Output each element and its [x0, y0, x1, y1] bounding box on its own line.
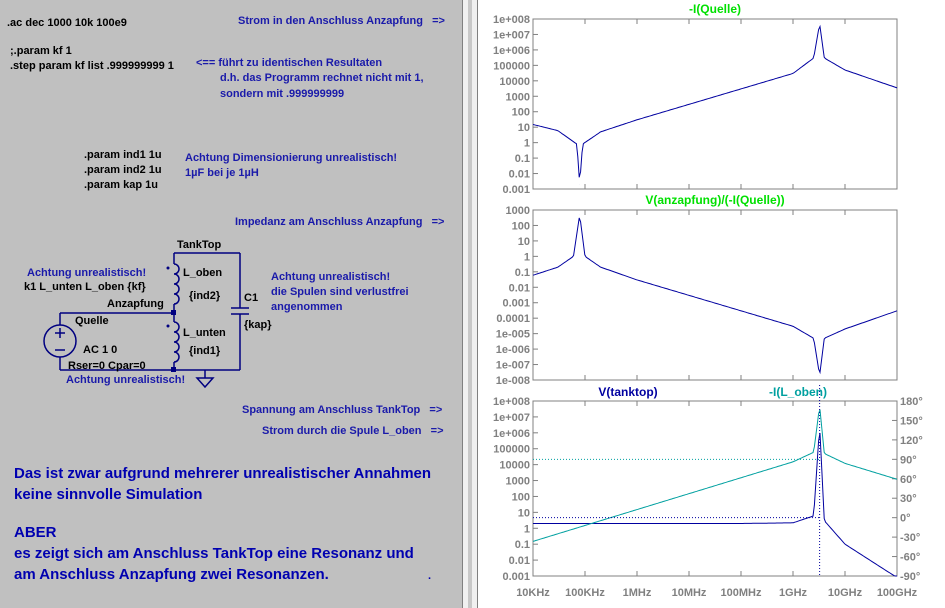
inductor-l-unten-name[interactable]: L_unten	[183, 327, 226, 339]
phase-tick-label: 0°	[900, 512, 911, 525]
y-tick-label-3: 10000	[499, 459, 530, 472]
waveform-plot[interactable]	[478, 0, 945, 608]
comment-identisch-3: sondern mit .999999999	[220, 88, 345, 100]
inductor-l-oben-name[interactable]: L_oben	[183, 267, 223, 279]
phase-tick-label: 60°	[900, 473, 917, 486]
summary-line-4: es zeigt sich am Anschluss TankTop eine Resonanz und	[14, 545, 414, 562]
trace-2-1	[533, 218, 897, 372]
pane-title-2: V(anzapfung)/(-I(Quelle))	[645, 193, 785, 207]
phase-tick-label: 90°	[900, 454, 917, 467]
trace-3-2	[533, 410, 897, 542]
step-directive[interactable]: .step param kf list .999999999 1	[10, 60, 174, 72]
summary-line-2: keine sinnvolle Simulation	[14, 486, 203, 503]
y-tick-label-2: 1	[523, 251, 530, 264]
capacitor-value[interactable]: {kap}	[244, 319, 272, 331]
comment-spulen-1: Achtung unrealistisch!	[271, 271, 391, 283]
x-tick-label: 1GHz	[778, 587, 808, 599]
comment-dimension-2: 1µF bei je 1µH	[185, 167, 259, 179]
y-tick-label-1: 1	[523, 137, 530, 150]
x-tick-label: 10GHz	[827, 587, 863, 599]
y-tick-label-2: 10	[517, 235, 530, 248]
phase-tick-label: 150°	[900, 415, 923, 428]
y-tick-label-1: 0.01	[508, 168, 530, 181]
comment-spannung-tanktop: Spannung am Anschluss TankTop =>	[242, 404, 443, 416]
source-ac-value[interactable]: AC 1 0	[83, 344, 118, 356]
y-tick-label-1: 100	[511, 106, 530, 119]
comment-spulen-2: die Spulen sind verlustfrei	[271, 286, 409, 298]
net-label-anzapfung[interactable]: Anzapfung	[107, 298, 164, 310]
circuit-wiring	[0, 0, 462, 608]
x-tick-label: 100KHz	[565, 587, 605, 599]
plot-frame-1	[533, 19, 897, 189]
y-tick-label-2: 1e-005	[495, 328, 530, 341]
x-tick-label: 10MHz	[671, 587, 707, 599]
phase-tick-label: 30°	[900, 493, 917, 506]
y-tick-label-3: 1000	[505, 475, 530, 488]
y-tick-label-2: 1e-006	[495, 344, 530, 357]
y-tick-label-3: 1e+008	[492, 396, 530, 408]
summary-line-5: am Anschluss Anzapfung zwei Resonanzen.	[14, 566, 329, 583]
param-kf-directive[interactable]: ;.param kf 1	[10, 45, 72, 57]
y-tick-label-2: 1e-008	[495, 375, 530, 387]
phase-tick-label: -30°	[900, 532, 921, 545]
trace-3-1	[533, 433, 897, 576]
inductor-l-unten-value[interactable]: {ind1}	[189, 345, 221, 357]
ac-directive[interactable]: .ac dec 1000 10k 100e9	[7, 17, 127, 29]
y-tick-label-3: 100	[511, 491, 530, 504]
comment-spulen-3: angenommen	[271, 301, 343, 313]
pane-title-1: -I(Quelle)	[688, 2, 742, 16]
net-label-tanktop[interactable]: TankTop	[177, 239, 222, 251]
x-tick-label: 10KHz	[516, 587, 550, 599]
phase-tick-label: 180°	[900, 396, 923, 408]
comment-strom-spule: Strom durch die Spule L_oben =>	[262, 425, 444, 437]
pane-title-3-current: -I(L_oben)	[769, 385, 827, 399]
y-tick-label-3: 1	[523, 523, 530, 536]
y-tick-label-1: 0.1	[514, 153, 530, 166]
y-tick-label-2: 1e-007	[495, 359, 530, 372]
y-tick-label-1: 1e+007	[492, 29, 530, 42]
y-tick-label-1: 1000	[505, 91, 530, 104]
coupling-directive[interactable]: k1 L_unten L_oben {kf}	[24, 281, 146, 293]
phase-tick-label: 120°	[900, 434, 923, 447]
y-tick-label-2: 100	[511, 220, 530, 233]
y-tick-label-1: 10000	[499, 75, 530, 88]
y-tick-label-3: 0.001	[502, 571, 530, 583]
y-tick-label-2: 0.0001	[496, 313, 530, 326]
inductor-l-oben-value[interactable]: {ind2}	[189, 290, 221, 302]
y-tick-label-2: 1000	[505, 205, 530, 217]
y-tick-label-3: 0.01	[508, 555, 530, 568]
comment-impedanz: Impedanz am Anschluss Anzapfung =>	[235, 216, 445, 228]
source-name[interactable]: Quelle	[75, 315, 109, 327]
phase-tick-label: -60°	[900, 551, 921, 564]
y-tick-label-2: 0.1	[514, 266, 530, 279]
y-tick-label-1: 100000	[493, 60, 530, 73]
y-tick-label-2: 0.001	[502, 297, 530, 310]
y-tick-label-2: 0.01	[508, 282, 530, 295]
y-tick-label-1: 1e+006	[492, 44, 530, 57]
x-tick-label: 1MHz	[622, 587, 652, 599]
source-parasitics[interactable]: Rser=0 Cpar=0	[68, 360, 146, 372]
y-tick-label-1: 0.001	[502, 184, 530, 196]
param-ind2-directive[interactable]: .param ind2 1u	[84, 164, 162, 176]
y-tick-label-1: 10	[517, 122, 530, 135]
trace-1-1	[533, 27, 897, 178]
summary-line-3: ABER	[14, 524, 57, 541]
comment-dimension-1: Achtung Dimensionierung unrealistisch!	[185, 152, 398, 164]
y-tick-label-3: 0.1	[514, 539, 530, 552]
y-tick-label-3: 100000	[493, 443, 530, 456]
comment-identisch-2: d.h. das Programm rechnet nicht mit 1,	[220, 72, 424, 84]
schematic-window[interactable]	[0, 0, 462, 608]
waveform-viewer[interactable]	[478, 0, 945, 608]
comment-strom-anzapfung: Strom in den Anschluss Anzapfung =>	[238, 15, 445, 27]
y-tick-label-1: 1e+008	[492, 14, 530, 26]
y-tick-label-3: 10	[517, 507, 530, 520]
window-splitter[interactable]	[462, 0, 478, 608]
comment-unrealistisch-k: Achtung unrealistisch!	[27, 267, 147, 279]
summary-dot: .	[428, 570, 432, 582]
plot-frame-2	[533, 210, 897, 380]
param-kap-directive[interactable]: .param kap 1u	[84, 179, 158, 191]
x-tick-label: 100GHz	[876, 587, 918, 599]
param-ind1-directive[interactable]: .param ind1 1u	[84, 149, 162, 161]
pane-title-3-voltage: V(tanktop)	[598, 385, 658, 399]
x-tick-label: 100MHz	[720, 587, 762, 599]
comment-unrealistisch-src: Achtung unrealistisch!	[66, 374, 186, 386]
summary-line-1: Das ist zwar aufgrund mehrerer unrealistischer Annahmen	[14, 465, 432, 482]
comment-identisch-1: <== führt zu identischen Resultaten	[196, 57, 383, 69]
capacitor-name[interactable]: C1	[244, 292, 259, 304]
y-tick-label-3: 1e+007	[492, 411, 530, 424]
y-tick-label-3: 1e+006	[492, 427, 530, 440]
phase-tick-label: -90°	[900, 571, 921, 583]
plot-frame-3	[533, 401, 897, 576]
